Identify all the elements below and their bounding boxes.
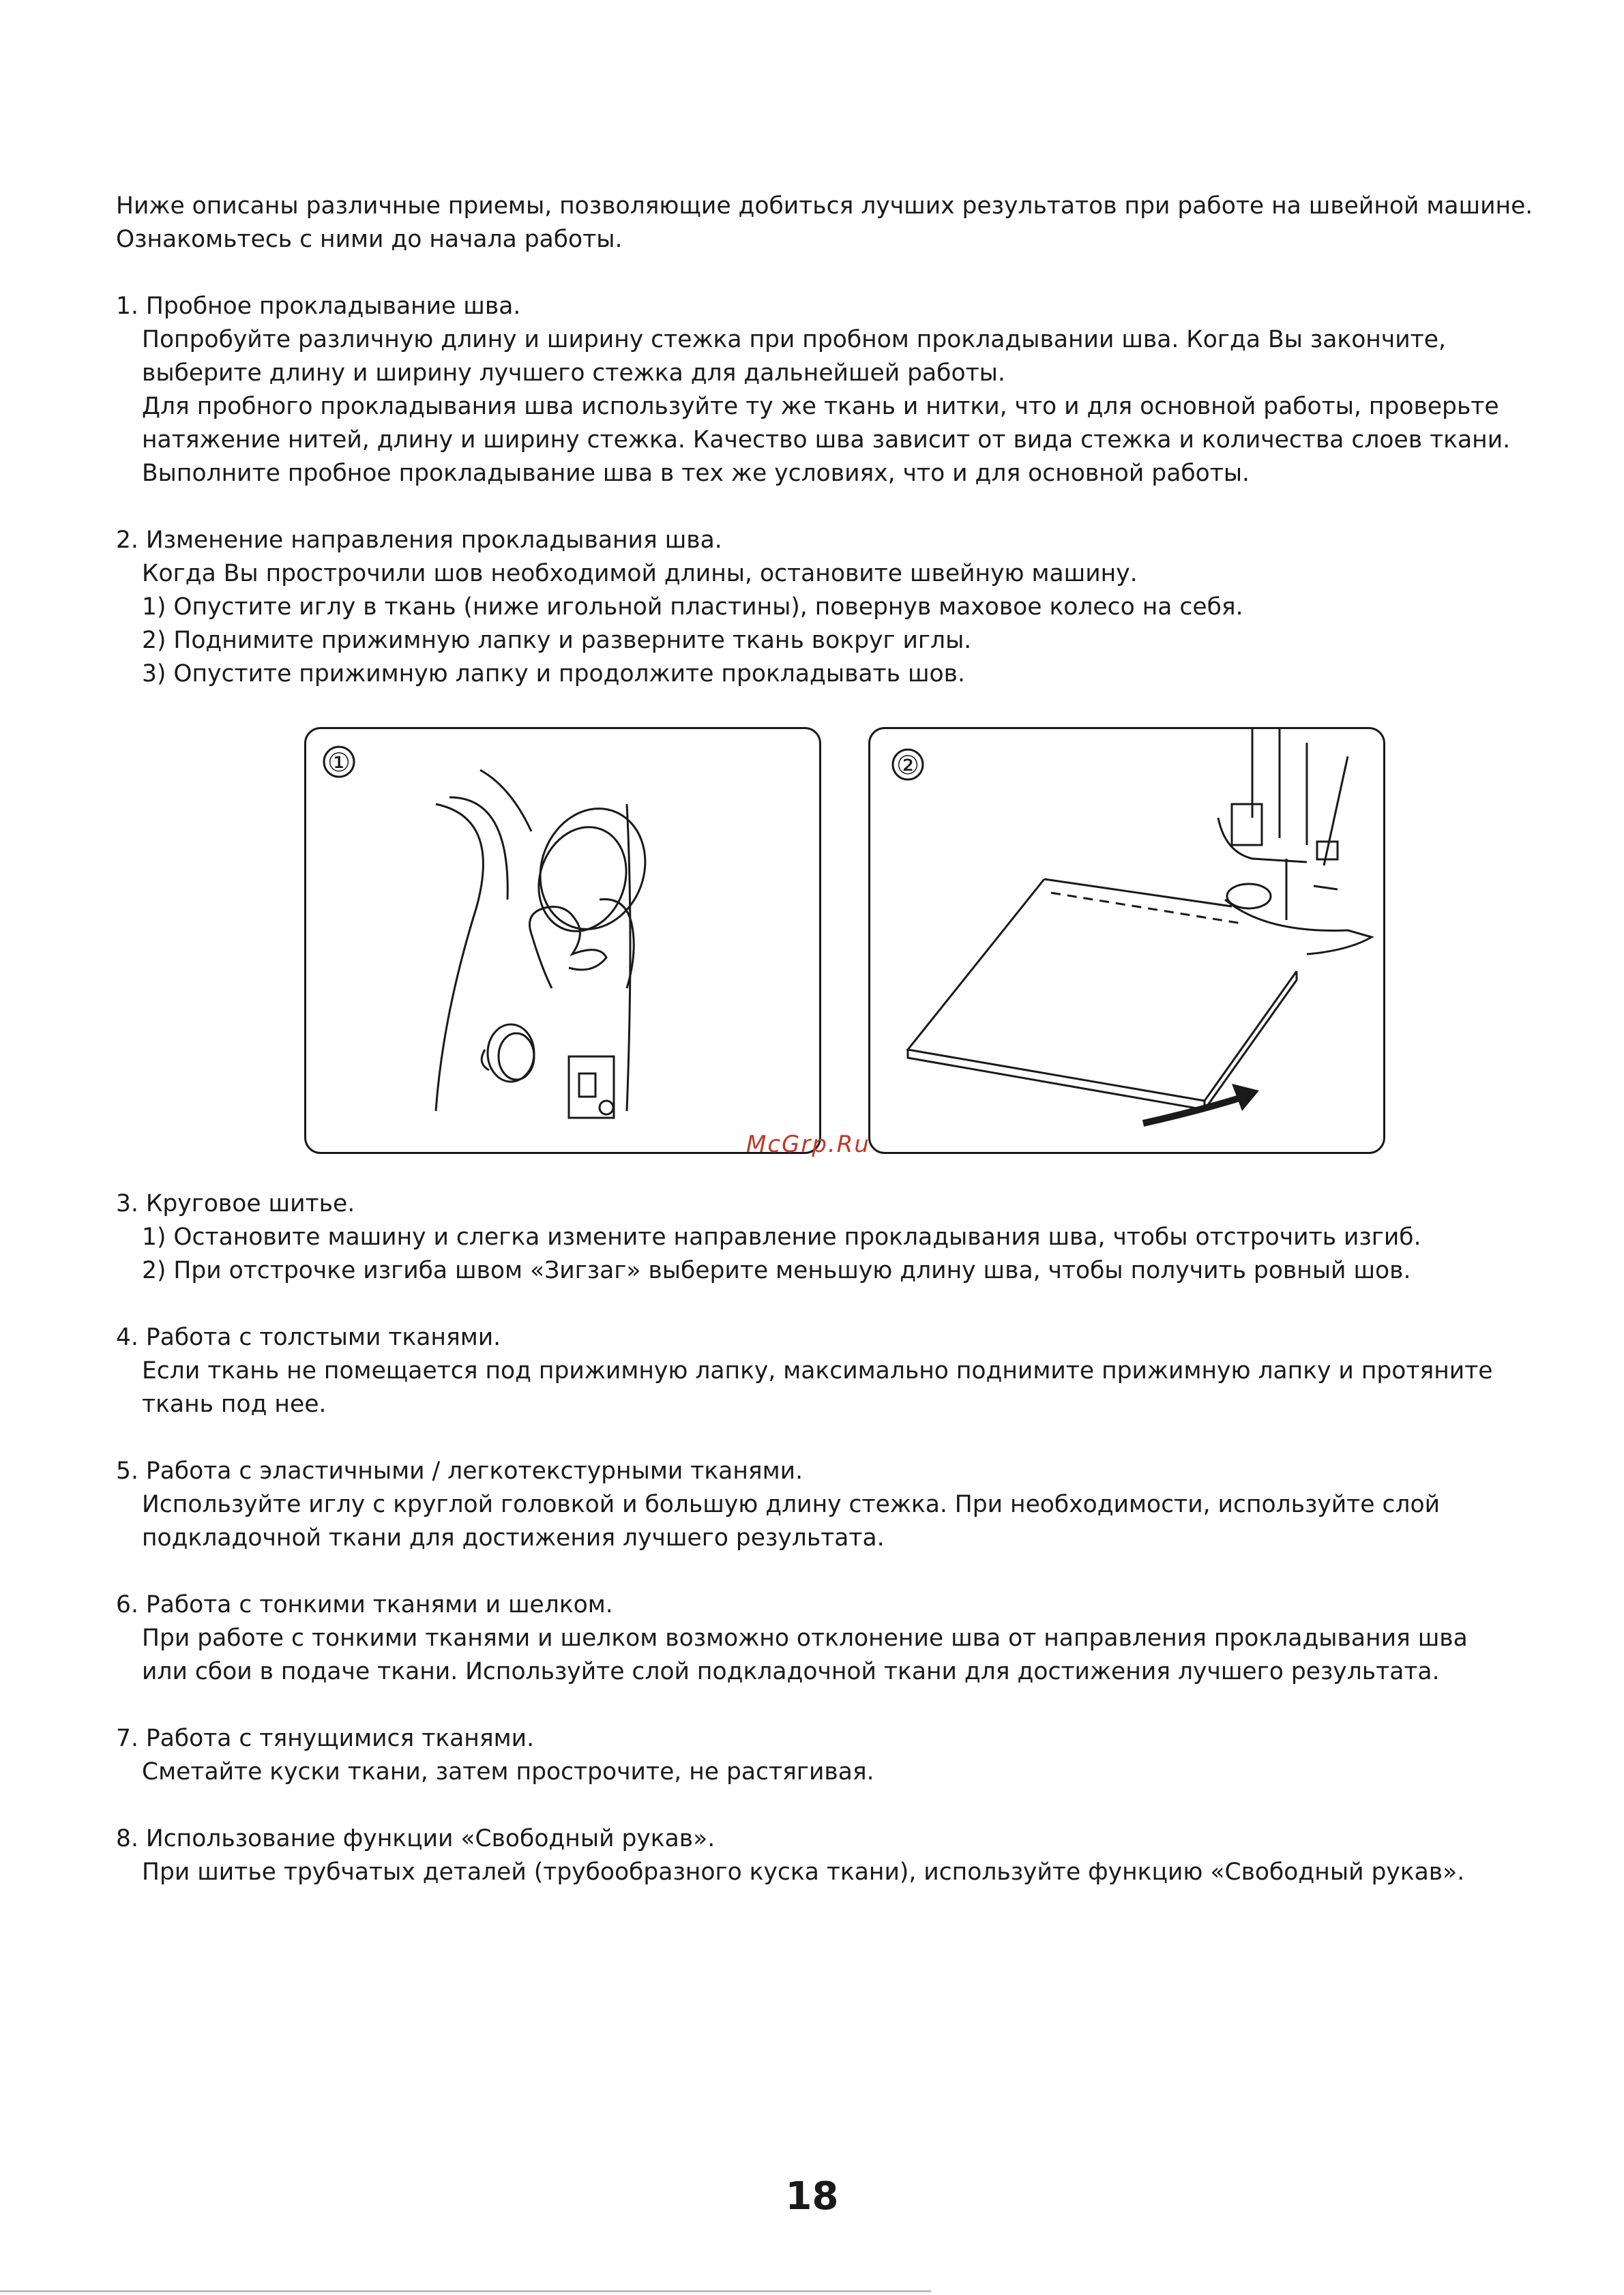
section-title: 7. Работа с тянущимися тканями. [116,1725,535,1752]
section-line: Используйте иглу с круглой головкой и большую длину стежка. При необходимости, используйте слой [142,1491,1441,1518]
section-line: Сметайте куски ткани, затем прострочите, не растягивая. [142,1758,874,1786]
intro-paragraph [116,190,1535,256]
bottom-divider [0,2290,931,2292]
page-number: 18 [785,2174,839,2219]
watermark: McGrp.Ru [746,1131,870,1158]
figure-fabric-turn [868,727,1385,1154]
section-5 [116,1455,1535,1555]
section-line: Когда Вы прострочили шов необходимой длины, остановите швейную машину. [142,560,1138,587]
intro-line: Ниже описаны различные приемы, позволяющие добиться лучших результатов при работе на швейной машине. [116,192,1533,220]
section-6 [116,1588,1535,1689]
section-title: 1. Пробное прокладывание шва. [116,293,521,320]
section-title: 5. Работа с эластичными / легкотекстурными тканями. [116,1457,803,1485]
intro-line: Ознакомьтесь с ними до начала работы. [116,226,623,253]
section-title: 4. Работа с толстыми тканями. [116,1324,501,1351]
section-2 [116,524,1535,691]
section-line: Выполните пробное прокладывание шва в тех же условиях, что и для основной работы. [142,460,1250,487]
section-1 [116,290,1535,490]
figure-handwheel [304,727,821,1154]
section-7 [116,1722,1535,1789]
section-line: 1) Остановите машину и слегка измените направление прокладывания шва, чтобы отстрочить изгиб. [142,1224,1421,1251]
section-title: 2. Изменение направления прокладывания шва. [116,527,722,554]
section-line: 3) Опустите прижимную лапку и продолжите прокладывать шов. [142,660,965,687]
section-line: или сбои в подаче ткани. Используйте слой подкладочной ткани для достижения лучшего результата. [142,1658,1440,1685]
section-line: 2) При отстрочке изгиба швом «Зигзаг» выберите меньшую длину шва, чтобы получить ровный шов. [142,1257,1411,1284]
section-title: 6. Работа с тонкими тканями и шелком. [116,1591,613,1618]
section-line: ткань под нее. [142,1391,327,1418]
section-3 [116,1187,1535,1288]
fabric-illustration [870,729,1385,1154]
section-line: 1) Опустите иглу в ткань (ниже игольной пластины), повернув маховое колесо на себя. [142,593,1243,621]
figure-1-number: ① [327,747,351,778]
section-line: Попробуйте различную длину и ширину стежка при пробном прокладывании шва. Когда Вы закончите, [142,326,1446,353]
section-8 [116,1822,1535,1889]
handwheel-illustration [306,729,821,1154]
section-line: подкладочной ткани для достижения лучшего результата. [142,1524,885,1552]
section-line: Если ткань не помещается под прижимную лапку, максимально поднимите прижимную лапку и протяните [142,1357,1493,1385]
section-title: 3. Круговое шитье. [116,1190,355,1217]
section-line: натяжение нитей, длину и ширину стежка. Качество шва зависит от вида стежка и количества слоев ткани. [142,426,1511,454]
section-title: 8. Использование функции «Свободный рукав». [116,1825,715,1852]
section-line: При шитье трубчатых деталей (трубообразного куска ткани), используйте функцию «Свободный рукав». [142,1859,1465,1886]
figure-2-number: ② [896,750,920,780]
section-line: Для пробного прокладывания шва используйте ту же ткань и нитки, что и для основной работы, проверьте [142,393,1499,420]
section-4 [116,1321,1535,1421]
section-line: выберите длину и ширину лучшего стежка для дальнейшей работы. [142,359,1005,387]
section-line: 2) Поднимите прижимную лапку и разверните ткань вокруг иглы. [142,627,972,654]
section-line: При работе с тонкими тканями и шелком возможно отклонение шва от направления прокладывания шва [142,1625,1468,1652]
